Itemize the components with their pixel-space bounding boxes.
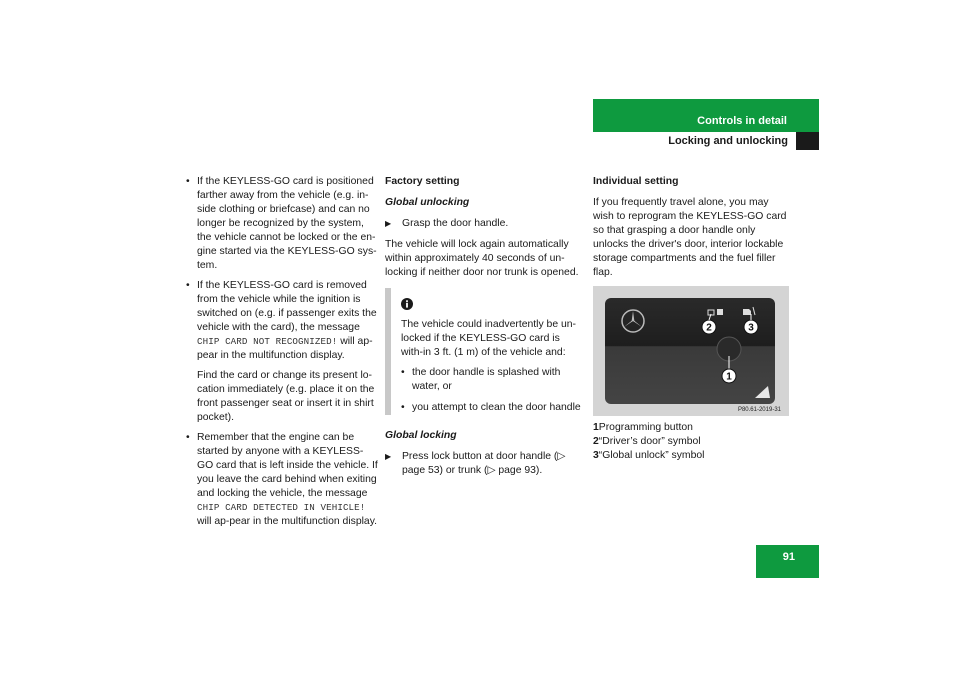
legend-text: “Driver’s door” symbol [598, 436, 701, 447]
svg-text:2: 2 [706, 322, 712, 334]
legend-item-1 [593, 421, 789, 435]
global-unlocking-heading: Global unlocking [385, 197, 470, 208]
bullet-card-inside [186, 431, 379, 529]
section-title: Controls in detail [697, 115, 787, 127]
info-bullet-water: • the door handle is splashed with water, or [401, 366, 581, 394]
legend-item-3 [593, 449, 789, 463]
bullet-text: If the KEYLESS-GO card is removed from the vehicle while the ignition is switched on (e.g. if passenger exits the vehicle with the card), the message [197, 280, 377, 333]
keyless-go-card-image [605, 298, 775, 404]
svg-text:3: 3 [748, 322, 754, 334]
display-message: CHIP CARD DETECTED IN VEHICLE! [197, 502, 366, 513]
info-icon [401, 298, 413, 310]
bullet-text: If the KEYLESS-GO card is positioned farther away from the vehicle (e.g. in-side clothing or briefcase) and can no longer be recognized by the system, the vehicle cannot be locked or the en-gine started via the KEYLESS-GO sys-tem. [197, 176, 377, 271]
bullet-text: will ap-pear in the multifunction display. [197, 336, 373, 361]
legend-number: 3 [593, 450, 599, 461]
legend-number: 2 [593, 436, 599, 447]
global-locking-heading: Global locking [385, 430, 457, 441]
column-middle [385, 175, 581, 485]
callout-1 [722, 369, 736, 383]
individual-setting-heading: Individual setting [593, 176, 679, 187]
display-message: CHIP CARD NOT RECOGNIZED! [197, 336, 338, 347]
keyless-go-card-figure [593, 286, 789, 416]
bullet-card-removed [186, 279, 379, 363]
page-number: 91 [756, 545, 819, 578]
relock-paragraph: The vehicle will lock again automatically within approximately 40 seconds of un-locking if neither door nor trunk is opened. [385, 239, 579, 278]
info-box [385, 288, 581, 415]
individual-setting-text: If you frequently travel alone, you may wish to reprogram the KEYLESS-GO card so that grasping a door handle only unlocks the driver's door, interior lockable storage compartments and the fuel filler flap. [593, 197, 787, 278]
legend-text: Programming button [598, 422, 693, 433]
legend-number: 1 [593, 422, 599, 433]
bullet-card-far-away [186, 175, 379, 273]
info-text: The vehicle could inadvertently be un-locked if the KEYLESS-GO card is with-in 3 ft. (1 m) of the vehicle and: [401, 319, 577, 358]
info-bullet-clean: • you attempt to clean the door handle [401, 401, 581, 415]
bullet-paragraph: Find the card or change its present lo-cation immediately (e.g. place it on the front passenger seat or insert it in shirt pocket). [197, 370, 375, 423]
legend-item-2 [593, 435, 789, 449]
figure-code: P80.61-2019-31 [737, 407, 781, 413]
bullet-text: will ap-pear in the multifunction display. [197, 516, 377, 527]
step-press-lock: ▶ Press lock button at door handle (▷ page 53) or trunk (▷ page 93). [385, 450, 581, 478]
bullet-text: Remember that the engine can be started by anyone with a KEYLESS-GO card that is left inside the vehicle. If you leave the card behind when exiting and locking the vehicle, the message [197, 432, 378, 499]
legend-text: “Global unlock” symbol [598, 450, 705, 461]
factory-setting-heading: Factory setting [385, 176, 460, 187]
subsection-title: Locking and unlocking [668, 135, 788, 147]
header-marker [796, 132, 819, 150]
header-section-bar [593, 99, 819, 132]
svg-text:1: 1 [726, 371, 732, 383]
step-grasp-handle: ▶ Grasp the door handle. [385, 217, 581, 231]
column-left [186, 175, 379, 535]
info-bar [385, 288, 391, 415]
column-right [593, 175, 789, 463]
